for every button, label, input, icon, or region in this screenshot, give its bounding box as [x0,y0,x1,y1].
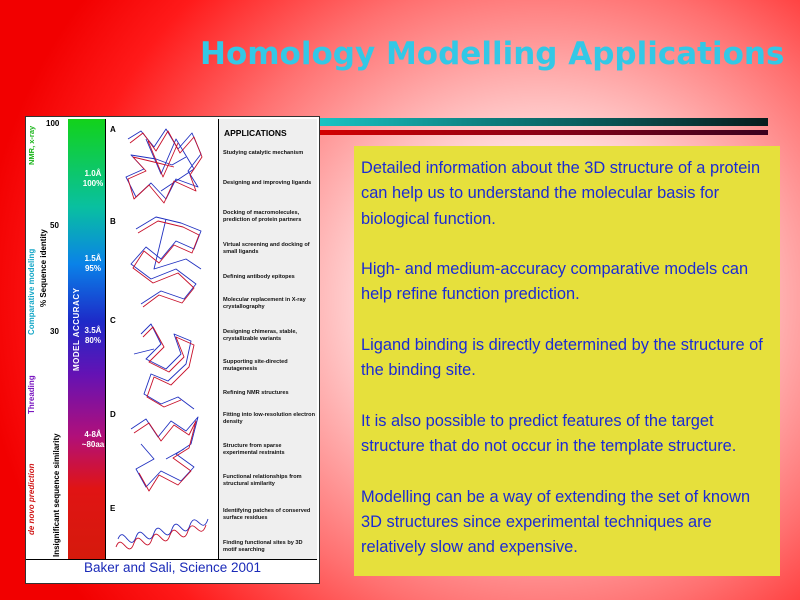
accuracy-res: 3.5Å [84,326,102,335]
application-item: Functional relationships from structural similarity [223,474,302,487]
title-rule-red [318,130,768,135]
application-item: Studying catalytic mechanism [223,150,304,156]
axis-label-insignificant-similarity: Insignificant sequence similarity [52,433,61,557]
axis-label-sequence-identity: % Sequence identity [39,229,48,307]
application-item: Finding functional sites by 3D motif searching [223,540,303,553]
paragraph-predict-features: It is also possible to predict features of the target structure that do not occur in the template structure. [361,411,737,456]
method-label-nmr: NMR, x-ray [27,125,36,165]
application-item: Defining antibody epitopes [223,274,295,280]
accuracy-level [81,169,105,189]
accuracy-level [81,326,105,346]
applications-title: APPLICATIONS [224,128,287,138]
application-item: Supporting site-directed mutagenesis [223,359,288,372]
panel-label-d: D [110,410,116,419]
application-item: Structure from sparse experimental restraints [223,443,285,456]
y-tick-30: 30 [50,327,59,336]
method-label-denovo: de novo prediction [27,463,36,535]
baker-sali-figure [25,116,320,584]
paragraph-structure-function: Detailed information about the 3D structure of a protein can help us to understand the molecular basis for biological function. [361,159,761,228]
accuracy-pct: 80% [84,336,101,345]
y-tick-50: 50 [50,221,59,230]
structure-panels [106,119,219,559]
paragraph-ligand-binding: Ligand binding is directly determined by the structure of the binding site. [361,336,763,380]
application-item: Fitting into low-resolution electron density [223,412,315,425]
panel-label-a: A [110,125,116,134]
model-accuracy-bar [68,119,106,559]
panel-label-c: C [110,316,116,325]
application-item: Docking of macromolecules, prediction of protein partners [223,210,302,223]
application-item: Designing chimeras, stable, crystallizable variants [223,329,297,342]
accuracy-res: 1.0Å [84,169,102,178]
accuracy-level [80,430,106,450]
method-label-comparative: Comparative modeling [27,248,36,335]
panel-label-b: B [110,217,116,226]
description-textbox [354,146,780,576]
title-rule-teal [318,118,768,126]
paragraph-accuracy-models: High- and medium-accuracy comparative models can help refine function prediction. [361,260,749,304]
panel-label-e: E [110,504,116,513]
applications-column [219,119,317,559]
paragraph-extending-structures: Modelling can be a way of extending the set of known 3D structures since experimental techniques are relatively slow and expensive. [361,487,751,557]
application-item: Molecular replacement in X-ray crystallography [223,297,306,310]
slide-title: Homology Modelling Applications [200,36,785,72]
application-item: Virtual screening and docking of small ligands [223,242,310,255]
model-accuracy-label: MODEL ACCURACY [72,287,81,371]
method-label-threading: Threading [27,375,36,414]
accuracy-level [81,254,105,274]
figure-citation: Baker and Sali, Science 2001 [83,560,262,575]
accuracy-res: 4-8Å [84,430,102,439]
accuracy-res: 1.5Å [84,254,102,263]
protein-backbone-traces [106,119,218,559]
application-item: Refining NMR structures [223,390,289,396]
accuracy-pct: 100% [82,179,104,188]
application-item: Designing and improving ligands [223,180,312,186]
accuracy-pct: ~80aa [81,440,105,449]
y-tick-100: 100 [46,119,60,128]
accuracy-pct: 95% [84,264,101,273]
application-item: Identifying patches of conserved surface residues [223,508,311,521]
